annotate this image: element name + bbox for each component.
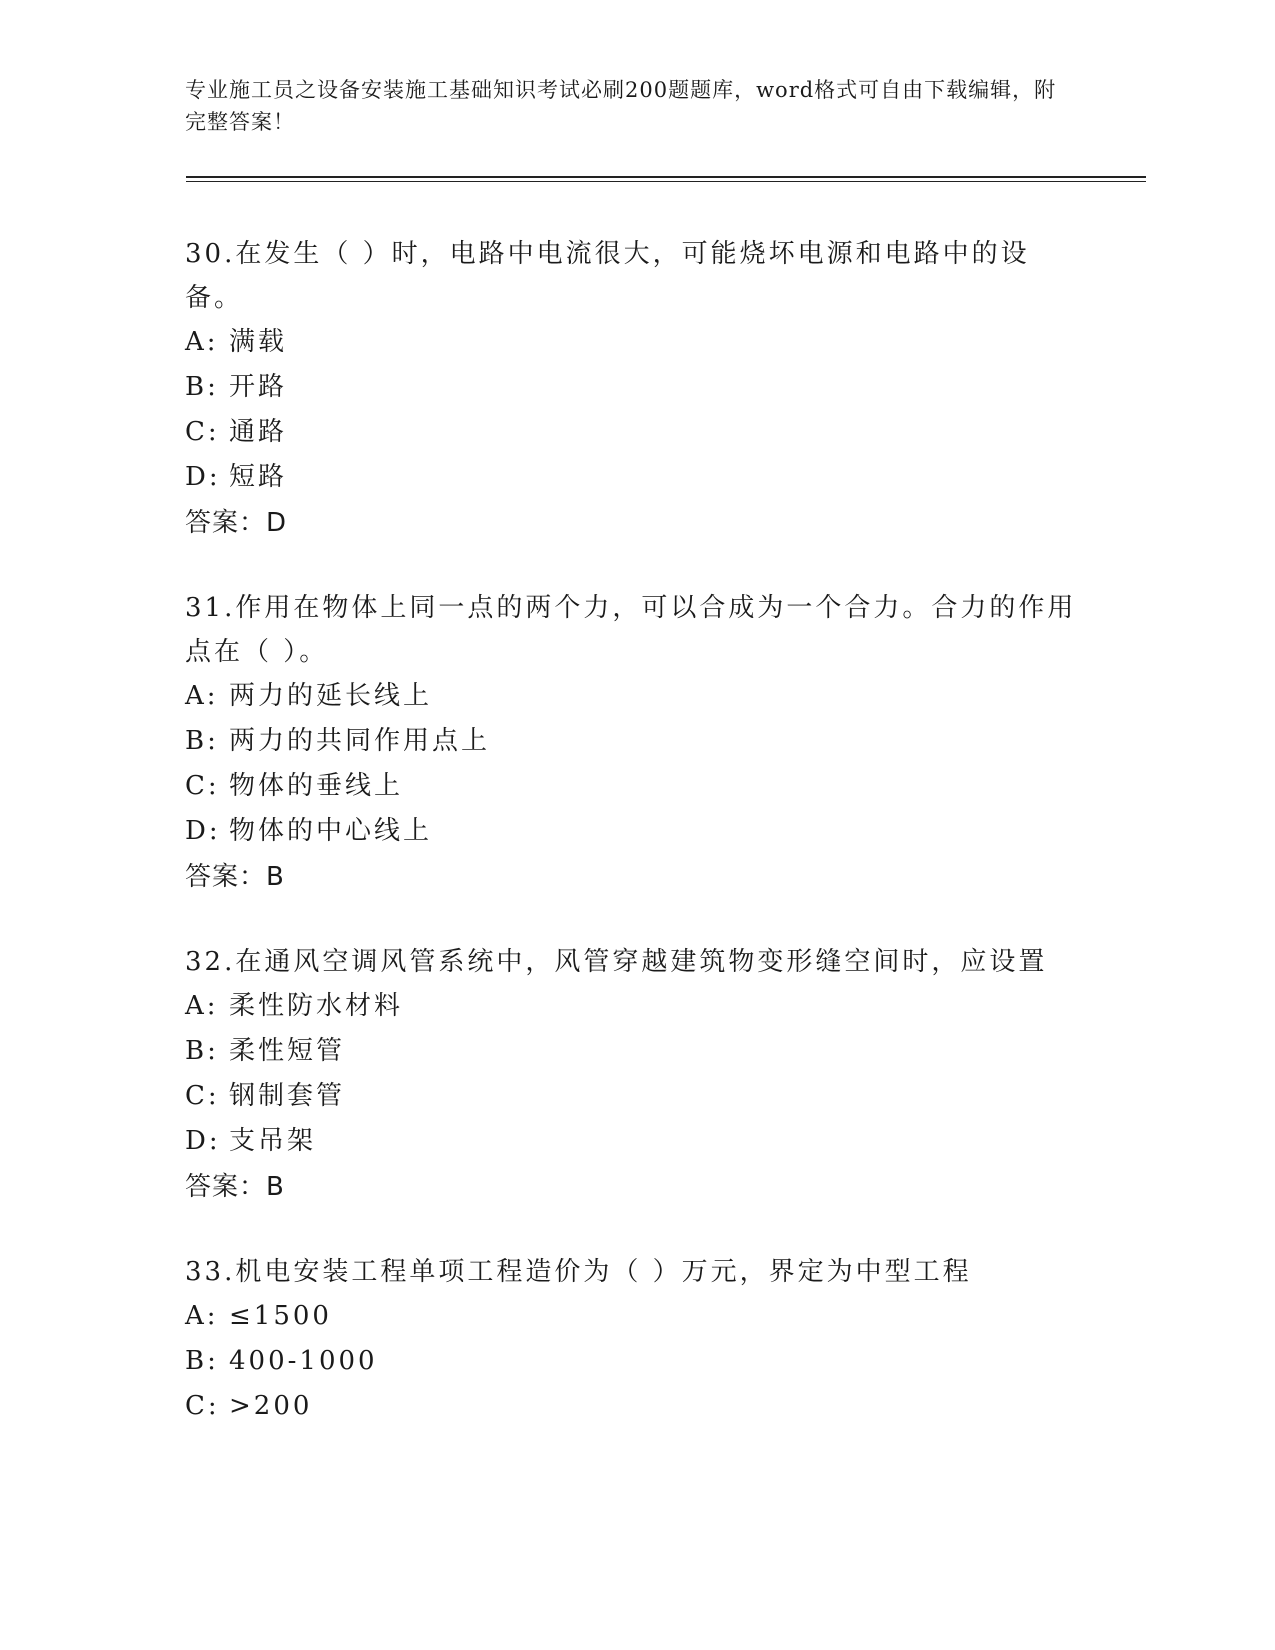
option-key: C: [185, 1391, 220, 1421]
question-32 [185, 940, 1085, 1210]
question-31 [185, 586, 1085, 900]
question-stem: 32.在通风空调风管系统中，风管穿越建筑物变形缝空间时，应设置 [185, 947, 1048, 977]
option-c [185, 410, 1085, 455]
option-text: 两力的共同作用点上 [229, 726, 491, 756]
option-text: ≤1500 [229, 1301, 332, 1331]
option-a [185, 984, 1085, 1029]
option-key: D: [185, 462, 221, 492]
option-c [185, 764, 1085, 809]
option-text: 柔性防水材料 [229, 991, 404, 1021]
option-a [185, 1294, 1085, 1339]
option-text: 通路 [229, 417, 288, 447]
question-stem: 30.在发生（ ）时，电路中电流很大，可能烧坏电源和电路中的设备。 [185, 239, 1030, 313]
option-text: 两力的延长线上 [229, 681, 433, 711]
option-key: C: [185, 771, 220, 801]
option-text: 短路 [229, 462, 288, 492]
option-a [185, 320, 1085, 365]
answer-line: 答案：B [185, 1172, 285, 1202]
option-c [185, 1384, 1085, 1429]
option-key: A: [185, 991, 219, 1021]
option-text: 物体的中心线上 [229, 816, 433, 846]
option-text: 400-1000 [229, 1346, 378, 1376]
answer-line: 答案：B [185, 862, 285, 892]
option-key: D: [185, 1126, 221, 1156]
option-key: C: [185, 417, 220, 447]
option-key: A: [185, 681, 219, 711]
option-key: C: [185, 1081, 220, 1111]
option-key: B: [185, 1346, 219, 1376]
option-key: A: [185, 1301, 219, 1331]
option-b [185, 1029, 1085, 1074]
option-key: A: [185, 327, 219, 357]
option-b [185, 719, 1085, 764]
answer-line: 答案：D [185, 508, 288, 538]
option-text: 钢制套管 [229, 1081, 346, 1111]
option-text: 物体的垂线上 [229, 771, 404, 801]
option-text: 支吊架 [229, 1126, 317, 1156]
document-header: 专业施工员之设备安装施工基础知识考试必刷200题题库，word格式可自由下载编辑，附完整答案！ [185, 78, 1057, 134]
option-text: 开路 [229, 372, 288, 402]
option-d [185, 455, 1085, 500]
header-rule-thin [186, 181, 1146, 182]
option-b [185, 1339, 1085, 1384]
option-key: B: [185, 372, 219, 402]
option-d [185, 809, 1085, 854]
option-c [185, 1074, 1085, 1119]
option-text: 满载 [229, 327, 288, 357]
question-stem: 33.机电安装工程单项工程造价为（ ）万元，界定为中型工程 [185, 1257, 972, 1287]
option-d [185, 1119, 1085, 1164]
option-key: B: [185, 726, 219, 756]
option-a [185, 674, 1085, 719]
option-key: B: [185, 1036, 219, 1066]
option-key: D: [185, 816, 221, 846]
option-text: >200 [229, 1391, 313, 1421]
question-33 [185, 1250, 1085, 1429]
option-text: 柔性短管 [229, 1036, 346, 1066]
question-list [185, 232, 1085, 1469]
question-30 [185, 232, 1085, 546]
question-stem: 31.作用在物体上同一点的两个力，可以合成为一个合力。合力的作用点在（ ）。 [185, 593, 1077, 667]
header-rule-thick [186, 176, 1146, 178]
option-b [185, 365, 1085, 410]
